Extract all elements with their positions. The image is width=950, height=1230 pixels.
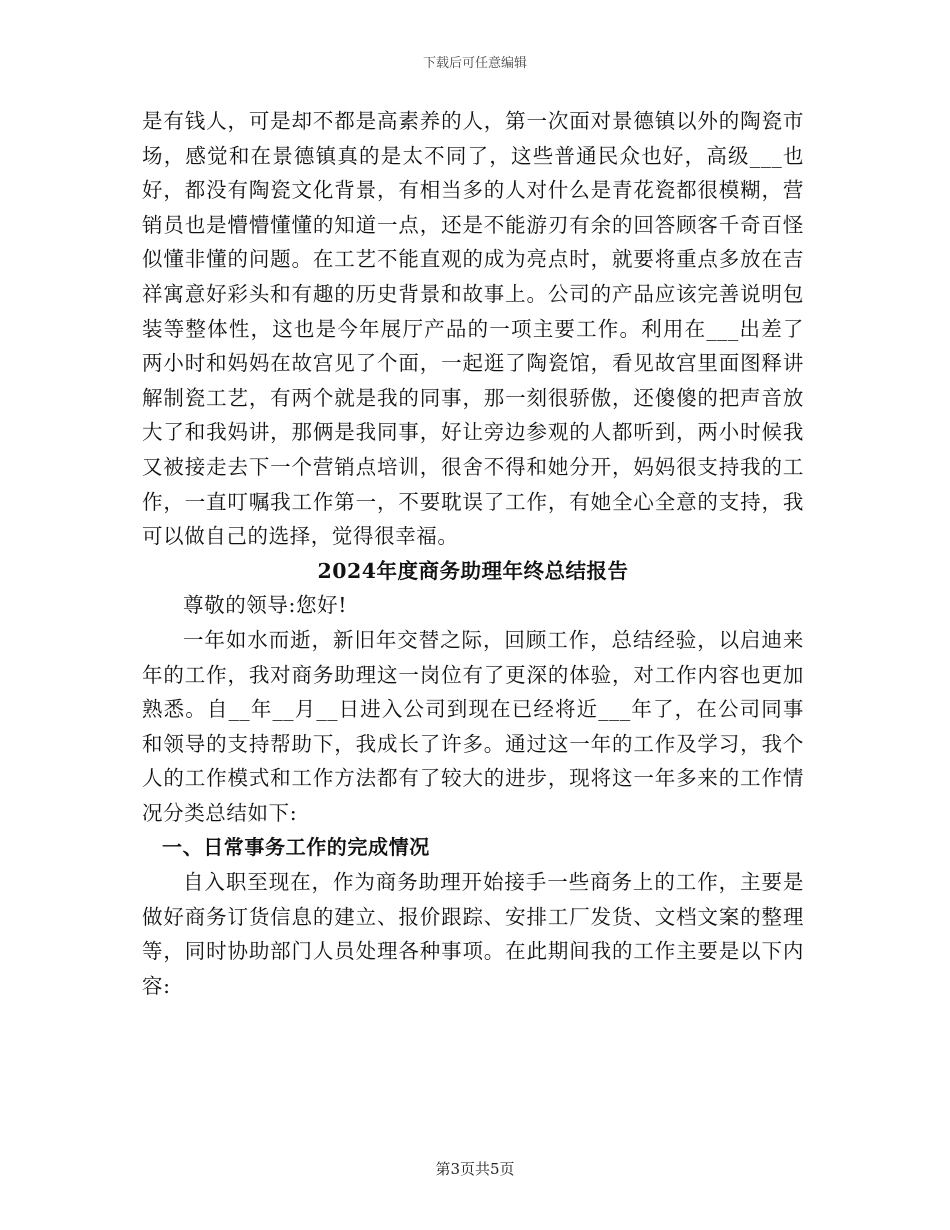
page-footer-number: 第3页共5页 [435, 1160, 515, 1178]
document-body [142, 104, 804, 1003]
intro-paragraph: 一年如水而逝，新旧年交替之际，回顾工作，总结经验，以启迪来年的工作，我对商务助理这一岗位有了更深的体验，对工作内容也更加熟悉。自__年__月__日进入公司到现在已经将近___年了，在公司同事和领导的支持帮助下，我成长了许多。通过这一年的工作及学习，我个人的工作模式和工作方法都有了较大的进步，现将这一年多来的工作情况分类总结如下: [142, 627, 804, 825]
continued-paragraph: 是有钱人，可是却不都是高素养的人，第一次面对景德镇以外的陶瓷市场，感觉和在景德镇真的是太不同了，这些普通民众也好，高级___也好，都没有陶瓷文化背景，有相当多的人对什么是青花瓷都很模糊，营销员也是懵懵懂懂的知道一点，还是不能游刃有余的回答顾客千奇百怪似懂非懂的问题。在工艺不能直观的成为亮点时，就要将重点多放在吉祥寓意好彩头和有趣的历史背景和故事上。公司的产品应该完善说明包装等整体性，这也是今年展厅产品的一项主要工作。利用在___出差了两小时和妈妈在故宫见了个面，一起逛了陶瓷馆，看见故宫里面图释讲解制瓷工艺，有两个就是我的同事，那一刻很骄傲，还傻傻的把声音放大了和我妈讲，那俩是我同事，好让旁边参观的人都听到，两小时候我又被接走去下一个营销点培训，很舍不得和她分开，妈妈很支持我的工作，一直叮嘱我工作第一，不要耽误了工作，有她全心全意的支持，我可以做自己的选择，觉得很幸福。 [142, 109, 804, 549]
document-title: 2024年度商务助理年终总结报告 [317, 558, 629, 583]
section-heading: 一、日常事务工作的完成情况 [162, 835, 430, 860]
salutation: 尊敬的领导:您好! [183, 593, 348, 618]
section-paragraph: 自入职至现在，作为商务助理开始接手一些商务上的工作，主要是做好商务订货信息的建立、报价跟踪、安排工厂发货、文档文案的整理等，同时协助部门人员处理各种事项。在此期间我的工作主要是以下内容: [142, 870, 804, 998]
page-header-note: 下载后可任意编辑 [422, 56, 527, 71]
